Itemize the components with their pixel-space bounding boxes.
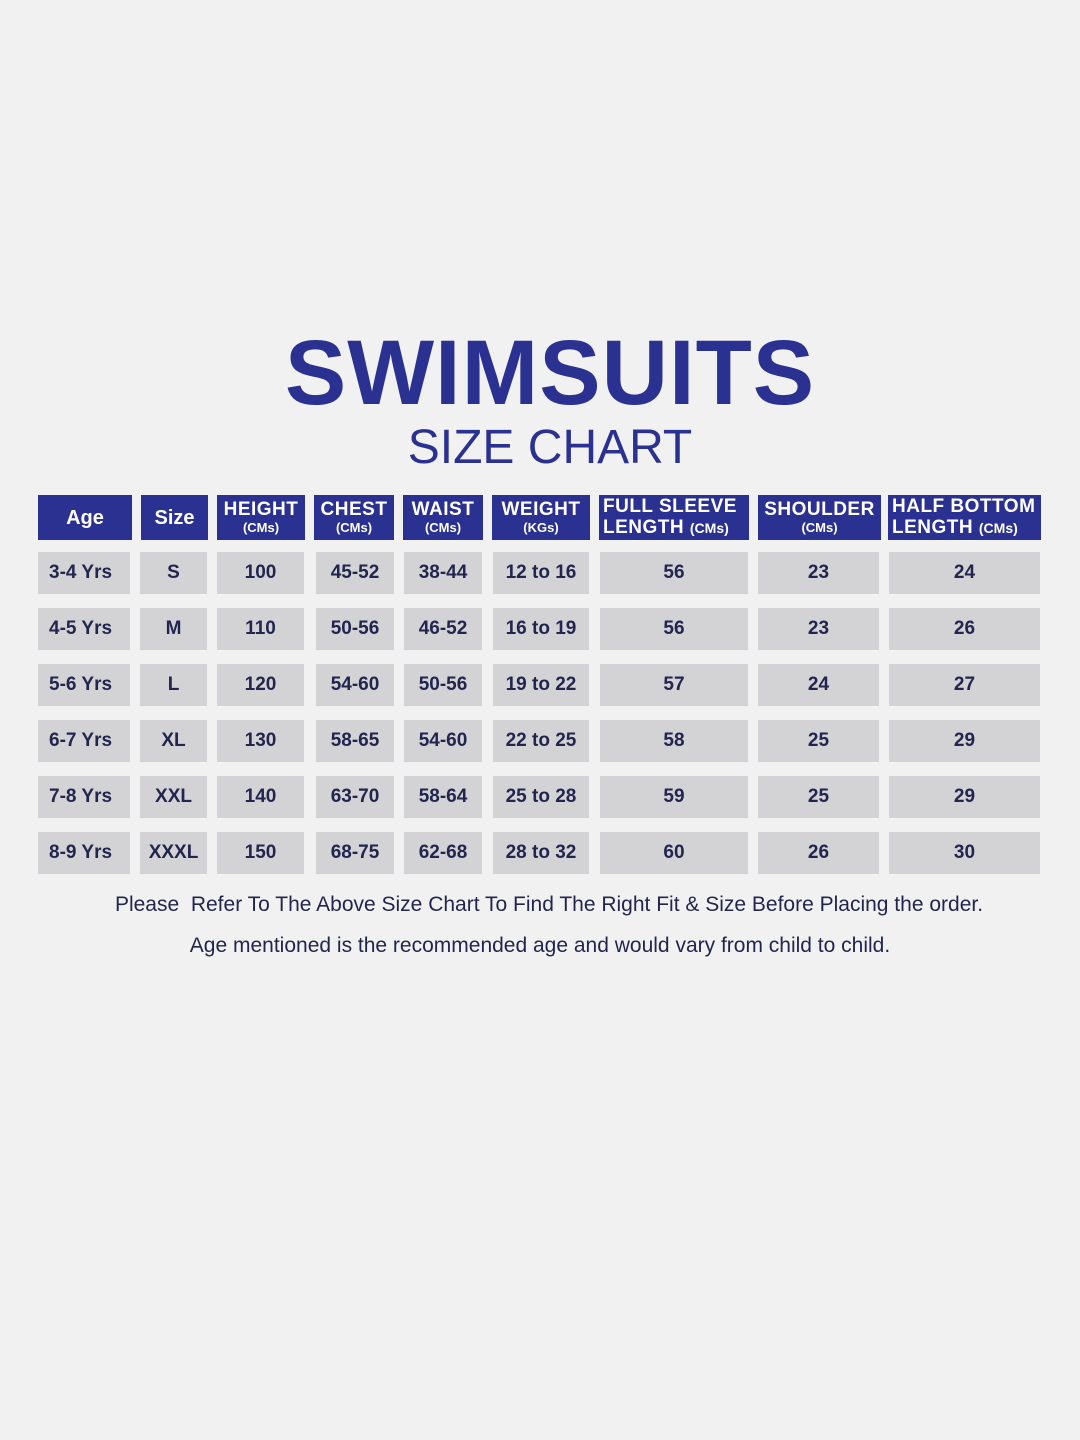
cell-weight: 12 to 16 [493,552,589,594]
header-unit: (CMs) [978,520,1018,536]
cell-half-bottom-length: 29 [889,720,1040,762]
cell-size: M [140,608,207,650]
cell-full-sleeve-length: 58 [600,720,748,762]
cell-weight: 25 to 28 [493,776,589,818]
cell-age: 7-8 Yrs [38,776,130,818]
header-height [217,495,305,540]
cell-waist: 38-44 [404,552,482,594]
header-label: WEIGHT [501,499,581,520]
cell-height: 130 [217,720,304,762]
header-full-sleeve-length [599,495,749,540]
header-unit: (CMs) [424,520,462,535]
header-label: Age [66,506,104,529]
chart-title: SWIMSUITS [284,322,816,424]
cell-chest: 45-52 [316,552,394,594]
cell-shoulder: 25 [758,776,879,818]
cell-waist: 54-60 [404,720,482,762]
cell-height: 100 [217,552,304,594]
cell-height: 120 [217,664,304,706]
header-unit: (CMs) [335,520,373,535]
cell-shoulder: 26 [758,832,879,874]
header-chest [314,495,394,540]
header-label-line1: FULL SLEEVE [603,496,737,517]
cell-half-bottom-length: 30 [889,832,1040,874]
header-label: CHEST [320,499,388,520]
cell-full-sleeve-length: 60 [600,832,748,874]
cell-size: XL [140,720,207,762]
header-label-line2: LENGTH [892,517,974,538]
cell-age: 4-5 Yrs [38,608,130,650]
age-note: Age mentioned is the recommended age and would vary from child to child. [189,934,891,957]
header-label: WAIST [411,499,475,520]
header-label: HEIGHT [223,499,299,520]
cell-shoulder: 25 [758,720,879,762]
size-note: Please Refer To The Above Size Chart To Find The Right Fit & Size Before Placing the order. [114,893,984,916]
cell-chest: 68-75 [316,832,394,874]
cell-chest: 54-60 [316,664,394,706]
header-unit: (KGs) [523,520,559,535]
header-label-line1: HALF BOTTOM [892,496,1036,517]
cell-shoulder: 23 [758,608,879,650]
cell-weight: 16 to 19 [493,608,589,650]
cell-size: XXL [140,776,207,818]
cell-shoulder: 24 [758,664,879,706]
header-age [38,495,132,540]
cell-chest: 58-65 [316,720,394,762]
header-unit: (CMs) [242,520,280,535]
cell-weight: 19 to 22 [493,664,589,706]
cell-waist: 50-56 [404,664,482,706]
header-unit: (CMs) [801,520,838,535]
cell-half-bottom-length: 29 [889,776,1040,818]
cell-age: 8-9 Yrs [38,832,130,874]
cell-weight: 22 to 25 [493,720,589,762]
cell-size: XXXL [140,832,207,874]
header-half-bottom-length [888,495,1041,540]
chart-subtitle: SIZE CHART [407,421,693,474]
cell-size: S [140,552,207,594]
cell-full-sleeve-length: 56 [600,552,748,594]
cell-full-sleeve-length: 57 [600,664,748,706]
cell-size: L [140,664,207,706]
header-shoulder [758,495,881,540]
cell-waist: 46-52 [404,608,482,650]
cell-full-sleeve-length: 56 [600,608,748,650]
header-unit: (CMs) [689,520,729,536]
cell-age: 3-4 Yrs [38,552,130,594]
cell-height: 140 [217,776,304,818]
header-label-line2-row [603,517,729,539]
header-size [141,495,208,540]
header-label-line2: LENGTH [603,517,685,538]
cell-chest: 63-70 [316,776,394,818]
header-waist [403,495,483,540]
cell-chest: 50-56 [316,608,394,650]
cell-waist: 62-68 [404,832,482,874]
cell-full-sleeve-length: 59 [600,776,748,818]
cell-half-bottom-length: 24 [889,552,1040,594]
cell-height: 110 [217,608,304,650]
header-label: Size [154,506,195,529]
cell-half-bottom-length: 26 [889,608,1040,650]
header-label-line2-row [892,517,1018,539]
cell-waist: 58-64 [404,776,482,818]
cell-age: 6-7 Yrs [38,720,130,762]
cell-half-bottom-length: 27 [889,664,1040,706]
header-weight [492,495,590,540]
cell-shoulder: 23 [758,552,879,594]
cell-age: 5-6 Yrs [38,664,130,706]
cell-weight: 28 to 32 [493,832,589,874]
cell-height: 150 [217,832,304,874]
header-label: SHOULDER [764,499,875,520]
